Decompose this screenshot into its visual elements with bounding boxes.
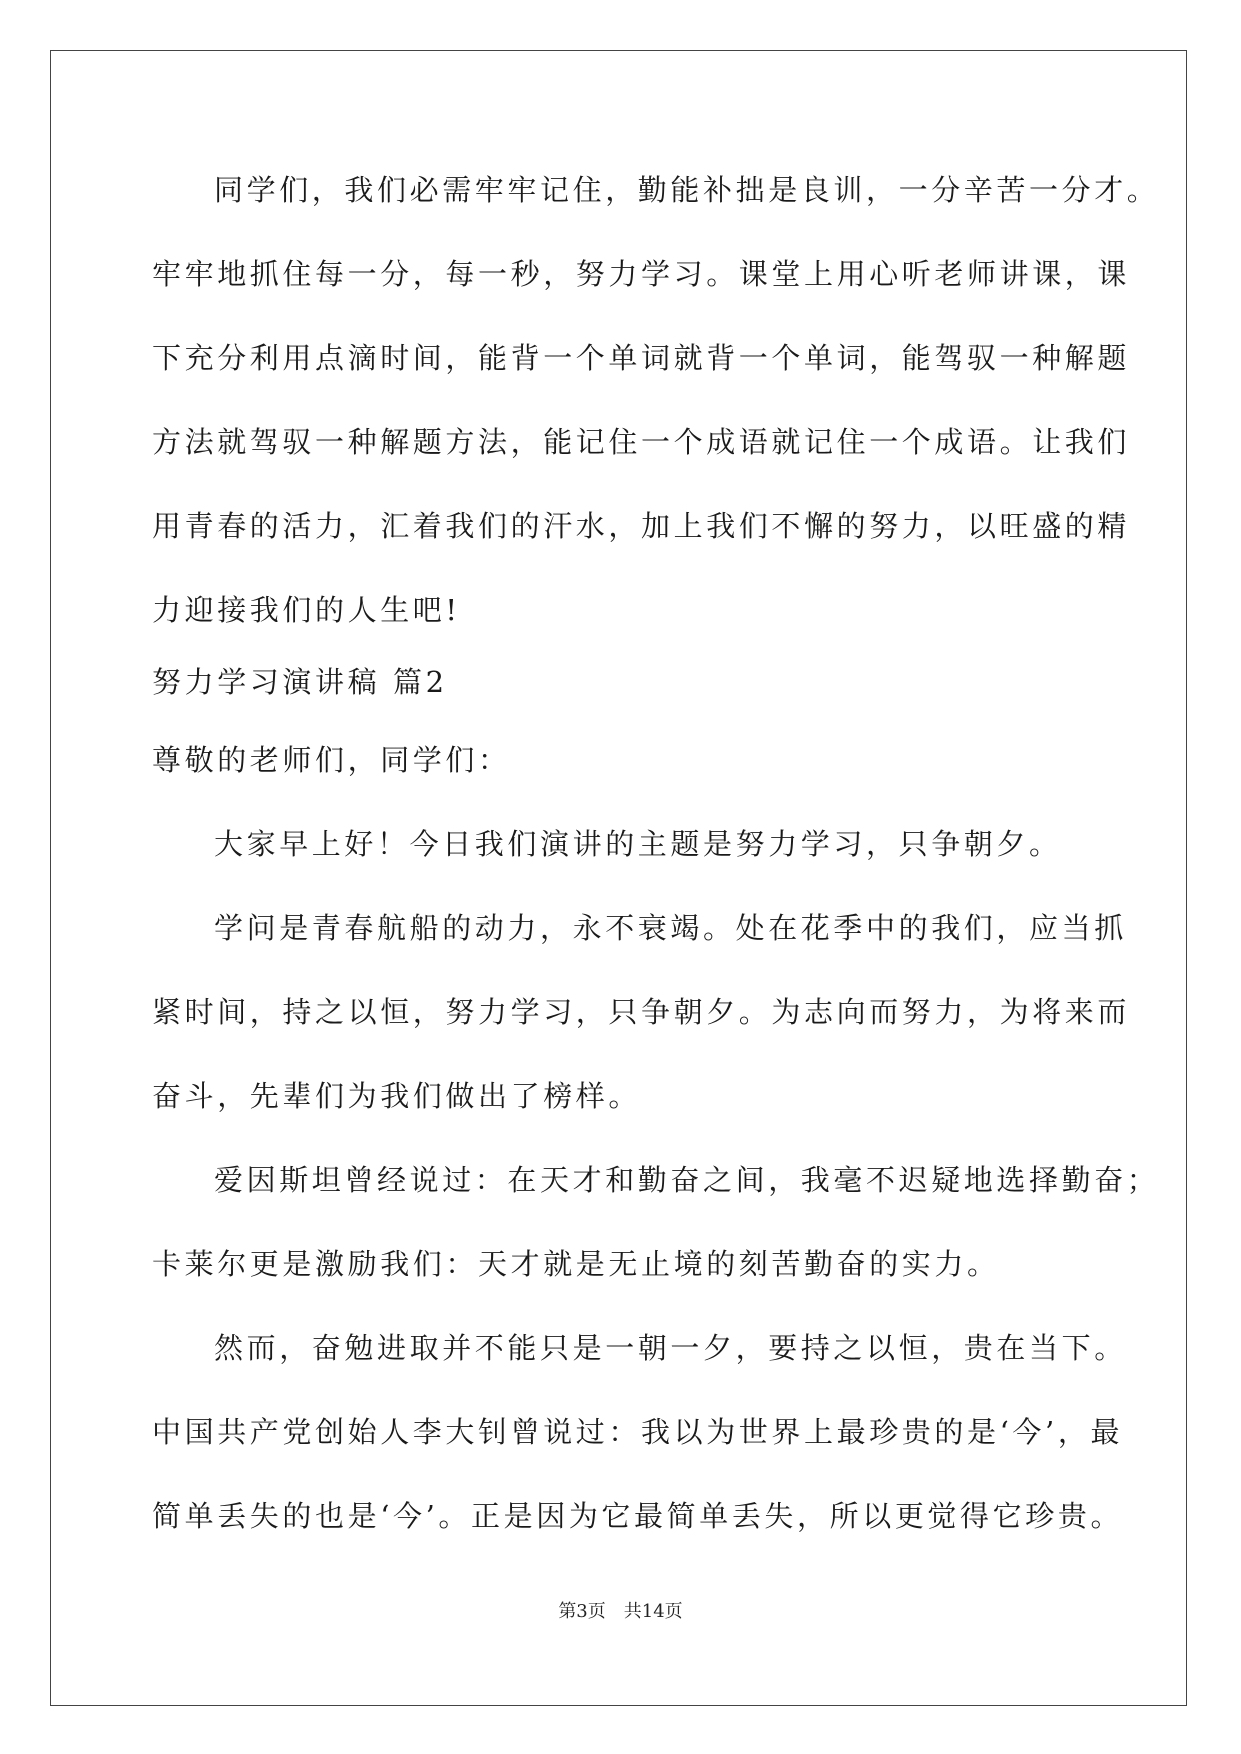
paragraph-line: 奋斗，先辈们为我们做出了榜样。 <box>152 1079 642 1113</box>
page-border <box>50 50 1187 1706</box>
paragraph-line: 简单丢失的也是‘今’。正是因为它最简单丢失，所以更觉得它珍贵。 <box>152 1499 1124 1533</box>
page-total: 共14页 <box>623 1601 683 1622</box>
paragraph-line: 用青春的活力，汇着我们的汗水，加上我们不懈的努力，以旺盛的精 <box>152 509 1131 543</box>
page-number: 第3页 <box>558 1601 606 1622</box>
paragraph-line: 大家早上好！今日我们演讲的主题是努力学习，只争朝夕。 <box>214 827 1062 861</box>
paragraph-line: 力迎接我们的人生吧! <box>152 593 461 627</box>
section-heading: 努力学习演讲稿 篇2 <box>152 665 448 699</box>
paragraph-line: 方法就驾驭一种解题方法，能记住一个成语就记住一个成语。让我们 <box>152 425 1131 459</box>
paragraph-line: 然而，奋勉进取并不能只是一朝一夕，要持之以恒，贵在当下。 <box>214 1331 1127 1365</box>
paragraph-line: 牢牢地抓住每一分，每一秒，努力学习。课堂上用心听老师讲课，课 <box>152 257 1131 291</box>
paragraph-line: 中国共产党创始人李大钊曾说过：我以为世界上最珍贵的是‘今’，最 <box>152 1415 1124 1449</box>
paragraph-line: 同学们，我们必需牢牢记住，勤能补拙是良训，一分辛苦一分才。 <box>214 173 1160 207</box>
paragraph-line: 紧时间，持之以恒，努力学习，只争朝夕。为志向而努力，为将来而 <box>152 995 1131 1029</box>
paragraph-line: 卡莱尔更是激励我们：天才就是无止境的刻苦勤奋的实力。 <box>152 1247 1000 1281</box>
paragraph-line: 下充分利用点滴时间，能背一个单词就背一个单词，能驾驭一种解题 <box>152 341 1131 375</box>
page-footer <box>0 1600 1241 1624</box>
paragraph-line: 爱因斯坦曾经说过：在天才和勤奋之间，我毫不迟疑地选择勤奋； <box>214 1163 1160 1197</box>
paragraph-line: 学问是青春航船的动力，永不衰竭。处在花季中的我们，应当抓 <box>214 911 1127 945</box>
salutation: 尊敬的老师们，同学们： <box>152 743 511 777</box>
